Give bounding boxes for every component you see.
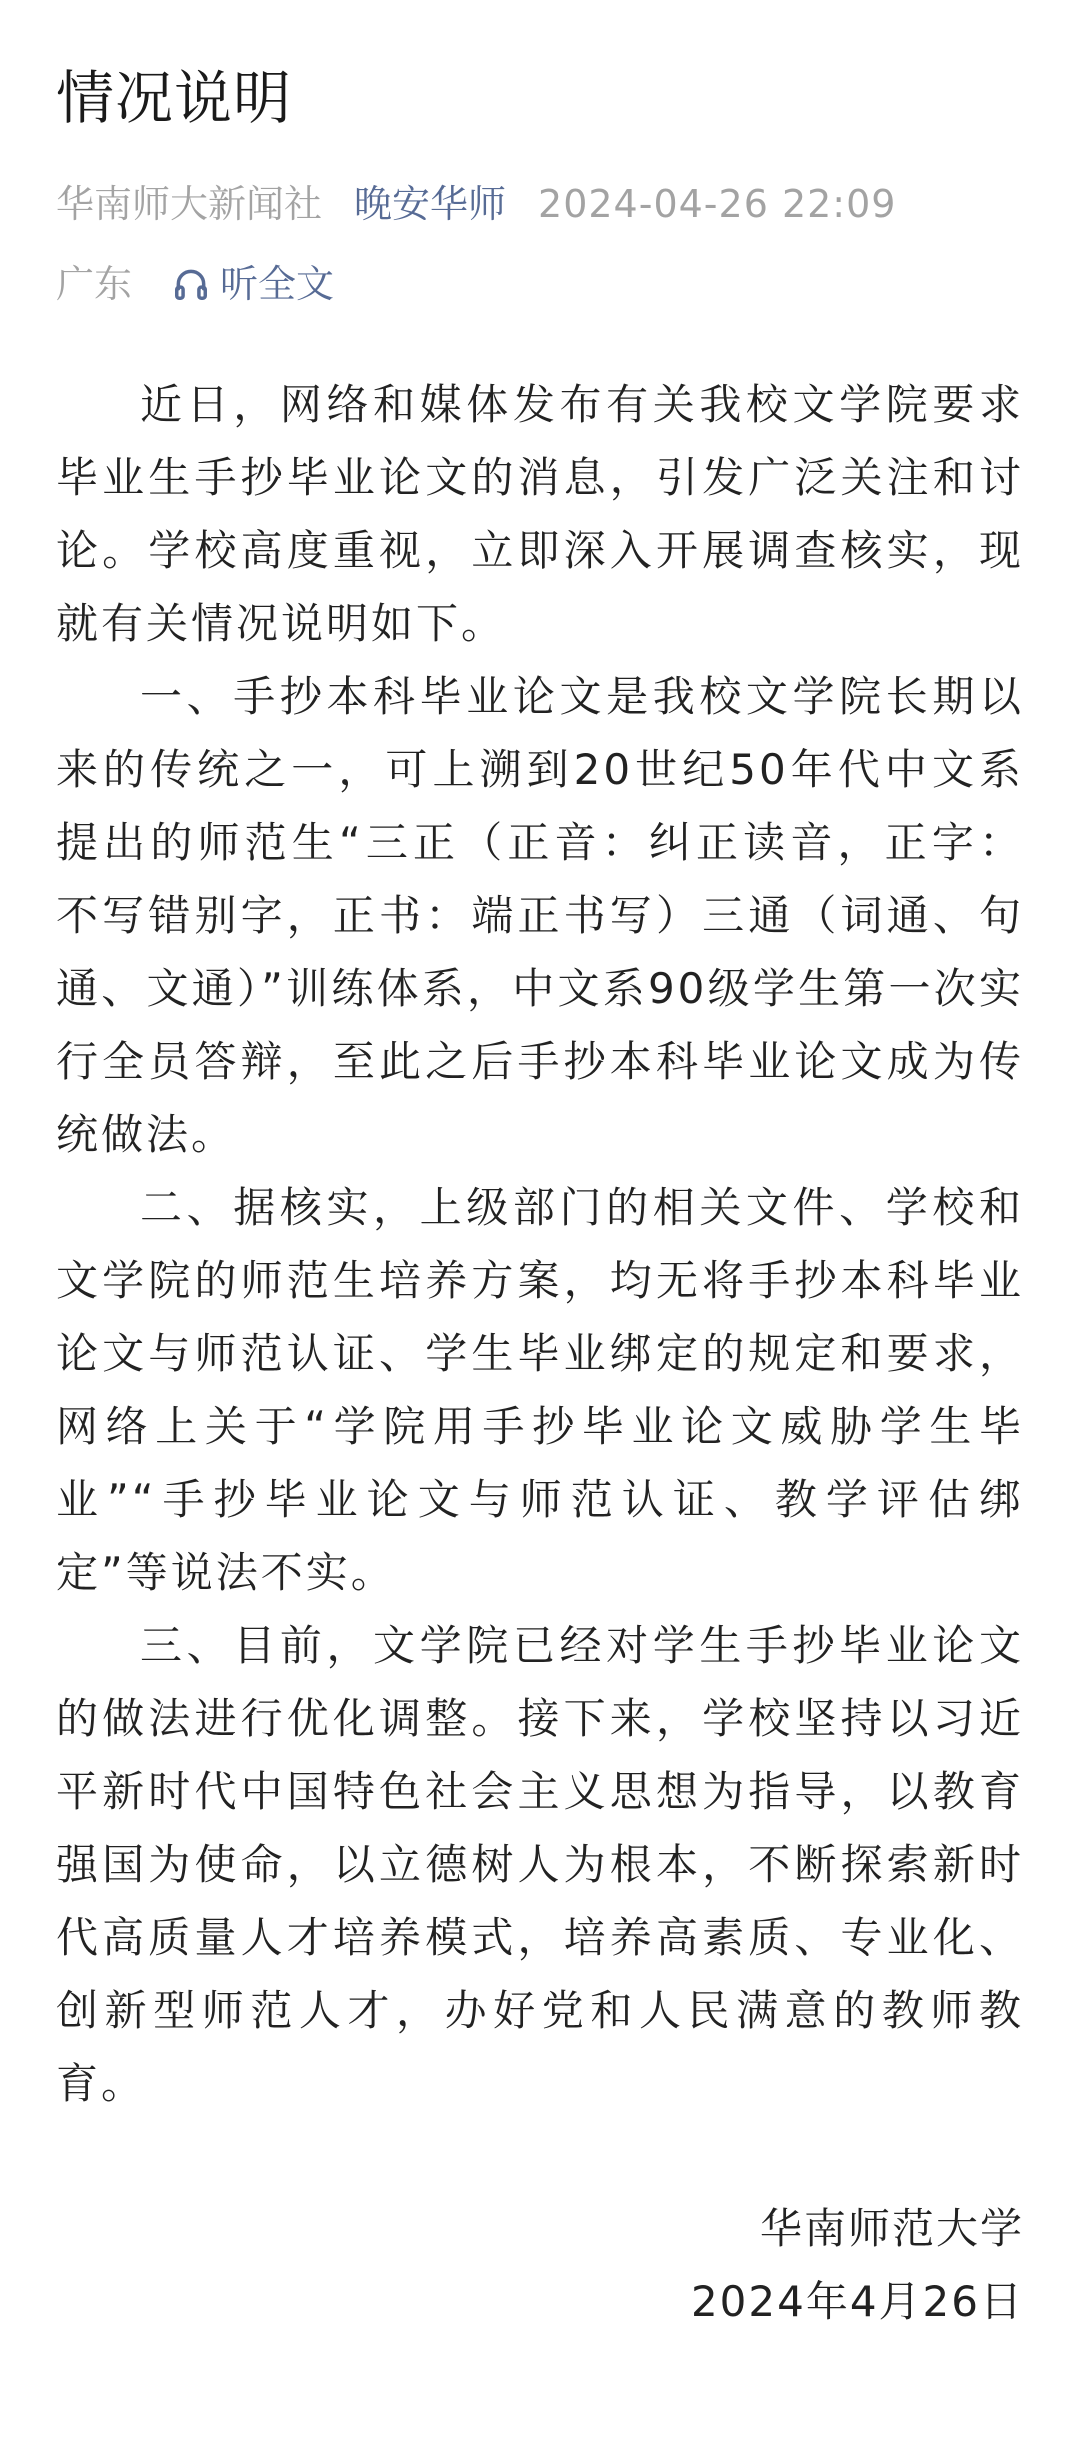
source-name: 华南师大新闻社 (56, 182, 323, 226)
headphones-icon (172, 265, 210, 303)
paragraph: 二、据核实，上级部门的相关文件、学校和文学院的师范生培养方案，均无将手抄本科毕业论文与师范认证、学生毕业绑定的规定和要求，网络上关于“学院用手抄毕业论文威胁学生毕业”“手抄毕业论文与师范认证、教学评估绑定”等说法不实。 (56, 1183, 1024, 1597)
paragraph: 三、目前，文学院已经对学生手抄毕业论文的做法进行优化调整。接下来，学校坚持以习近平新时代中国特色社会主义思想为指导，以教育强国为使命，以立德树人为根本，不断探索新时代高质量人才培养模式，培养高素质、专业化、创新型师范人才，办好党和人民满意的教师教育。 (56, 1621, 1024, 2108)
article-meta (56, 176, 1024, 232)
paragraph: 近日，网络和媒体发布有关我校文学院要求毕业生手抄毕业论文的消息，引发广泛关注和讨论。学校高度重视，立即深入开展调查核实，现就有关情况说明如下。 (56, 380, 1024, 648)
region-label: 广东 (56, 262, 133, 306)
signature-date: 2024年4月26日 (690, 2277, 1024, 2326)
article-body (56, 368, 1024, 2120)
paragraph: 一、手抄本科毕业论文是我校文学院长期以来的传统之一，可上溯到20世纪50年代中文系提出的师范生“三正（正音：纠正读音，正字：不写错别字，正书：端正书写）三通（词通、句通、文通）”训练体系，中文系90级学生第一次实行全员答辩，至此之后手抄本科毕业论文成为传统做法。 (56, 672, 1024, 1159)
article-meta-secondary (56, 256, 1024, 312)
signature-org: 华南师范大学 (759, 2204, 1024, 2253)
page-title: 情况说明 (56, 64, 293, 132)
publish-date: 2024-04-26 22:09 (538, 182, 897, 226)
signature-block (56, 2192, 1024, 2338)
column-link[interactable]: 晚安华师 (354, 182, 507, 226)
listen-button[interactable] (172, 256, 334, 312)
listen-label: 听全文 (220, 262, 335, 306)
